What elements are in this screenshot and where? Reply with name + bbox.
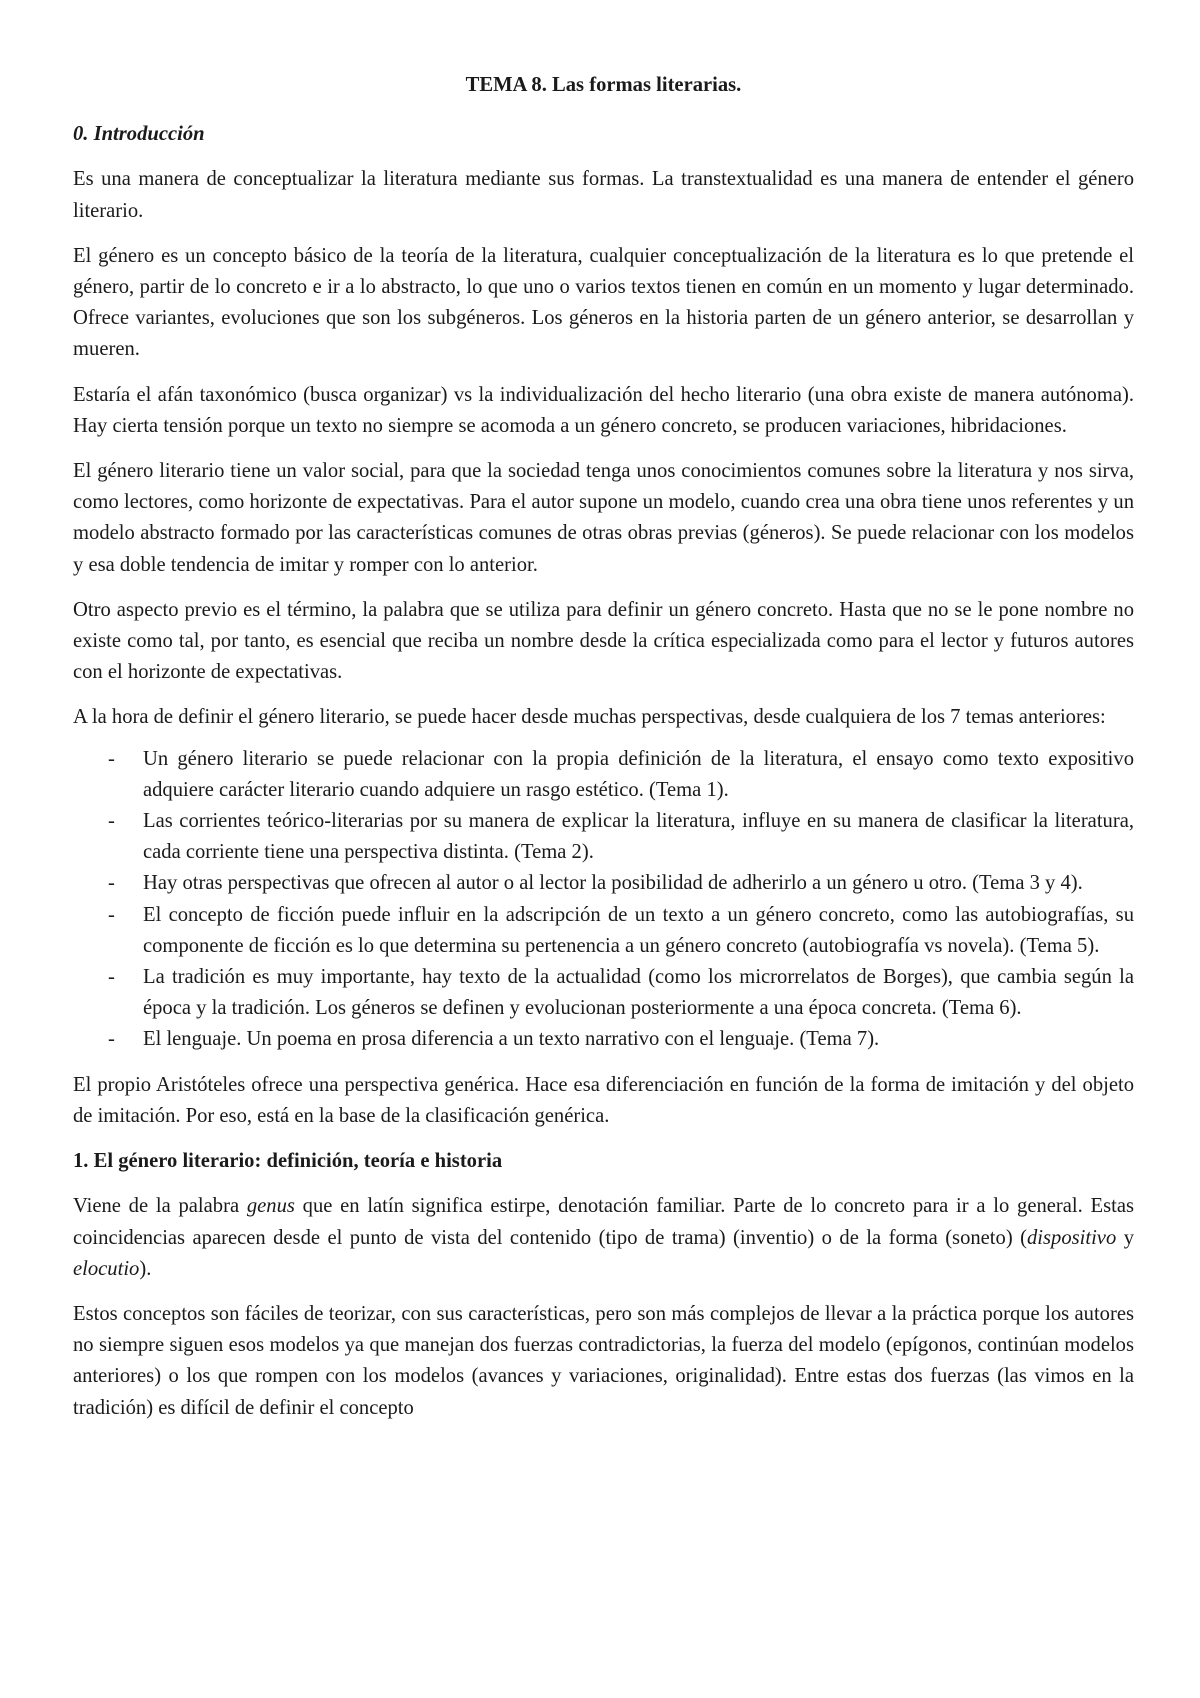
- paragraph: Es una manera de conceptualizar la literatura mediante sus formas. La transtextualidad es una manera de entender el género literario.: [73, 168, 1134, 222]
- paragraph: Otro aspecto previo es el término, la palabra que se utiliza para definir un género concreto. Hasta que no se le pone nombre no existe como tal, por tanto, es esencial que reciba un nombre desde la crítica especializada como para el lector y futuros autores con el horizonte de expectativas.: [73, 598, 1134, 684]
- dispositivo-term: dispositivo: [1027, 1226, 1117, 1249]
- perspectives-list: [73, 744, 1134, 1056]
- paragraph: El género es un concepto básico de la teoría de la literatura, cualquier conceptualización de la literatura es lo que pretende el género, partir de lo concreto e ir a lo abstracto, lo que uno o varios textos tienen en común en un momento y lugar determinado. Ofrece variantes, evoluciones que son los subgéneros. Los géneros en la historia parten de un género anterior, se desarrollan y mueren.: [73, 244, 1134, 361]
- list-item: [73, 1024, 1134, 1055]
- list-item: [73, 744, 1134, 806]
- elocutio-term: elocutio: [73, 1257, 140, 1280]
- list-dash: -: [108, 966, 115, 989]
- text-run: Viene de la palabra: [73, 1195, 247, 1218]
- paragraph: Estos conceptos son fáciles de teorizar, con sus características, pero son más complejos de llevar a la práctica porque los autores no siempre siguen esos modelos ya que manejan dos fuerzas contradictorias, la fuerza del modelo (epígonos, continúan modelos anteriores) o los que rompen con los modelos (avances y variaciones, originalidad). Entre estas dos fuerzas (las vimos en la tradición) es difícil de definir el concepto: [73, 1302, 1134, 1419]
- list-item: [73, 806, 1134, 868]
- list-item-text: El concepto de ficción puede influir en la adscripción de un texto a un género concreto, como las autobiografías, su componente de ficción es lo que determina su pertenencia a un género concreto (autobiografía vs novela). (Tema 5).: [143, 903, 1134, 957]
- list-item: [73, 868, 1134, 899]
- list-item: [73, 900, 1134, 962]
- list-item-text: Hay otras perspectivas que ofrecen al autor o al lector la posibilidad de adherirlo a un género u otro. (Tema 3 y 4).: [143, 872, 1083, 895]
- list-dash: -: [108, 810, 115, 833]
- list-item-text: Las corrientes teórico-literarias por su manera de explicar la literatura, influye en su manera de clasificar la literatura, cada corriente tiene una perspectiva distinta. (Tema 2).: [143, 810, 1134, 864]
- list-dash: -: [108, 903, 115, 926]
- list-item: [73, 962, 1134, 1024]
- paragraph: El propio Aristóteles ofrece una perspectiva genérica. Hace esa diferenciación en función de la forma de imitación y del objeto de imitación. Por eso, está en la base de la clasificación genérica.: [73, 1073, 1134, 1127]
- list-dash: -: [108, 747, 115, 770]
- document-title: TEMA 8. Las formas literarias.: [465, 74, 742, 96]
- section-1-heading: 1. El género literario: definición, teoría e historia: [73, 1150, 503, 1173]
- text-run: que en latín significa estirpe, denotación familiar. Parte de lo concreto para ir a lo general. Estas coincidencias aparecen desde el punto de vista del contenido (tipo de trama) (inventio) o de la forma (soneto) (: [73, 1195, 1134, 1249]
- paragraph: A la hora de definir el género literario, se puede hacer desde muchas perspectivas, desde cualquiera de los 7 temas anteriores:: [73, 706, 1106, 729]
- paragraph: Estaría el afán taxonómico (busca organizar) vs la individualización del hecho literario (una obra existe de manera autónoma). Hay cierta tensión porque un texto no siempre se acomoda a un género concreto, se producen variaciones, hibridaciones.: [73, 383, 1134, 437]
- list-item-text: El lenguaje. Un poema en prosa diferencia a un texto narrativo con el lenguaje. (Tema 7).: [143, 1028, 880, 1051]
- paragraph: El género literario tiene un valor social, para que la sociedad tenga unos conocimientos comunes sobre la literatura y nos sirva, como lectores, como horizonte de expectativas. Para el autor supone un modelo, cuando crea una obra tiene unos referentes y un modelo abstracto formado por las características comunes de otras obras previas (géneros). Se puede relacionar con los modelos y esa doble tendencia de imitar y romper con lo anterior.: [73, 460, 1134, 576]
- intro-heading: 0. Introducción: [73, 123, 205, 146]
- genus-paragraph: [73, 1191, 1134, 1285]
- list-item-text: Un género literario se puede relacionar con la propia definición de la literatura, el ensayo como texto expositivo adquiere carácter literario cuando adquiere un rasgo estético. (Tema 1).: [143, 747, 1134, 801]
- text-run: ).: [139, 1257, 152, 1280]
- list-dash: -: [108, 872, 115, 895]
- genus-term: genus: [246, 1195, 295, 1218]
- text-run: y: [1116, 1226, 1134, 1249]
- list-dash: -: [108, 1028, 115, 1051]
- list-item-text: La tradición es muy importante, hay texto de la actualidad (como los microrrelatos de Borges), que cambia según la época y la tradición. Los géneros se definen y evolucionan posteriormente a una época concreta. (Tema 6).: [143, 966, 1134, 1020]
